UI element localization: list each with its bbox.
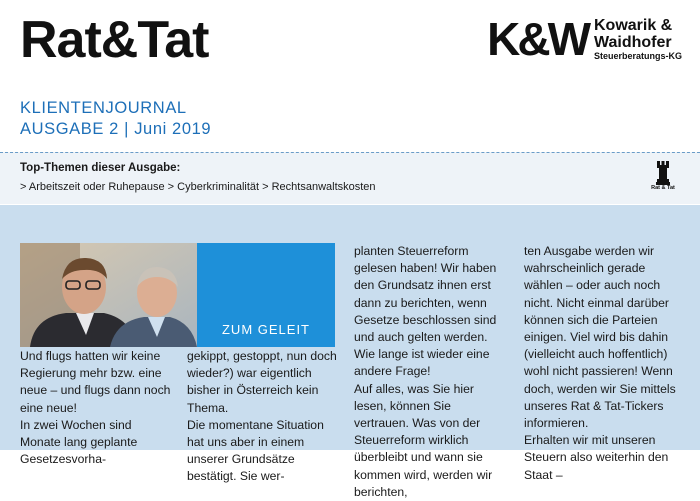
rook-label: Rat & Tat xyxy=(651,185,675,191)
column-1-paragraph-2: In zwei Wochen sind Monate lang geplante Gesetzesvorha- xyxy=(20,417,138,467)
column-2-paragraph-1: gekippt, gestoppt, nun doch wieder?) war eigentlich bisher in Österreich kein Thema. xyxy=(187,349,337,415)
issue-info xyxy=(20,98,211,140)
logo-line-1: Kowarik & xyxy=(593,16,673,34)
column-4-paragraph-2: Erhalten wir mit unseren Steuern also weiterhin den Staat – xyxy=(524,433,669,482)
rook-logo xyxy=(648,161,678,191)
column-3-paragraph-1: planten Steuerreform gelesen haben! Wir haben den Grundsatz ihnen erst dann zu berichten, wenn Gesetze beschlossen sind und auch gelten werden. Wie lange ist wieder eine andere Frage! xyxy=(354,244,497,379)
editors-photo xyxy=(20,243,197,347)
logo-line-2: Waidhofer xyxy=(593,33,672,51)
column-4-paragraph-1: ten Ausgabe werden wir wahrscheinlich gerade wählen – oder auch noch nicht. Nicht einmal darüber können sich die Parteien einigen. Viel wird bis dahin (vielleicht auch hoffentlich) wohl nicht passieren! Wenn doch, werden wir Sie mittels unseres Rat & Tat-Tickers informieren. xyxy=(524,244,676,431)
top-topics-bar xyxy=(0,152,700,204)
journal-name: KLIENTENJOURNAL xyxy=(20,99,187,117)
logo-text xyxy=(594,17,682,62)
article-heading-box xyxy=(197,243,335,347)
issue-date: AUSGABE 2 | Juni 2019 xyxy=(20,120,212,138)
rook-icon xyxy=(656,161,670,185)
logo-line-3: Steuerberatungs-KG xyxy=(593,50,682,61)
article-heading: ZUM GELEIT xyxy=(221,322,310,337)
top-topics-list: > Arbeitszeit oder Ruhepause > Cyberkriminalität > Rechtsanwaltskosten xyxy=(20,181,376,193)
logo-mark: K&W xyxy=(487,13,588,65)
company-logo xyxy=(487,13,682,65)
article-column-1 xyxy=(20,348,175,468)
article-column-2 xyxy=(187,348,342,486)
column-1-paragraph-1: Und flugs hatten wir keine Regierung mehr bzw. eine neue – und flugs dann noch eine neue! xyxy=(20,349,171,415)
top-topics-title: Top-Themen dieser Ausgabe: xyxy=(20,162,181,174)
column-2-paragraph-2: Die momentane Situation hat uns aber in einem unserer Grundsätze bestätigt. Sie wer- xyxy=(187,417,324,484)
masthead-title: Rat&Tat xyxy=(20,11,209,69)
article-column-4 xyxy=(524,243,682,484)
column-3-paragraph-2: Auf alles, was Sie hier lesen, können Sie vertrauen. Was von der Steuerreform wirklich überbleibt und wann sie kommen wird, werden wir berichten, xyxy=(354,381,493,499)
article-column-3 xyxy=(354,243,509,501)
